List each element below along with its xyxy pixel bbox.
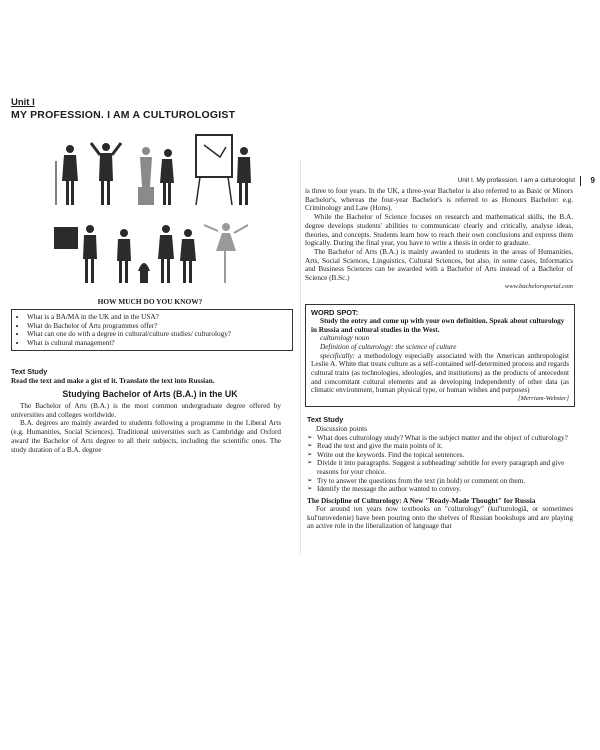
figure-painter: [196, 135, 251, 205]
unit-title: MY PROFESSION. I AM A CULTUROLOGIST: [11, 109, 236, 121]
body-paragraph: The Bachelor of Arts (B.A.) is the most common undergraduate degree offered by universities and colleges worldwide.: [11, 402, 281, 419]
question-item: • What is cultural management?: [27, 339, 287, 348]
question-item: • What is a BA/MA in the UK and in the USA?: [27, 313, 287, 322]
figure-microphone: [56, 145, 78, 205]
discussion-label: Discussion points: [316, 425, 367, 433]
discussion-item: ➢ Divide it into paragraphs. Suggest a subheading/ subtitle for every paragraph and give reasons for your choice.: [307, 459, 573, 476]
question-item: • What can one do with a degree in cultural/culture studies/ culturology?: [27, 330, 287, 339]
figure-sculptor: [160, 149, 174, 205]
word-spot-source: [Merriam-Webster]: [517, 395, 569, 403]
section-heading: Studying Bachelor of Arts (B.A.) in the UK: [62, 389, 238, 399]
figure-statue: [138, 147, 154, 205]
page-number: 9: [590, 176, 595, 185]
page-gutter: [300, 160, 301, 555]
discussion-list: [307, 434, 573, 494]
discipline-heading: The Discipline of Culturology: A New "Ready-Made Thought" for Russia: [307, 495, 536, 505]
text-study-label: Text Study: [307, 415, 344, 424]
questions-box: [11, 309, 293, 351]
question-item: • What do Bachelor of Arts programmes offer?: [27, 322, 287, 331]
discussion-item: ➢ Write out the keywords. Find the topical sentences.: [307, 451, 573, 460]
word-spot-heading: WORD SPOT:: [311, 308, 359, 317]
word-spot-instruction: Study the entry and come up with your own definition. Speak about culturology in Russia and cultural studies in the West.: [311, 317, 565, 334]
figure-gardener: [117, 229, 150, 283]
professions-illustration: [48, 131, 256, 296]
discussion-item: ➢ Try to answer the questions from the text (in bold) or comment on them.: [307, 477, 573, 486]
text-study-instruction: Read the text and make a gist of it. Translate the text into Russian.: [11, 377, 215, 385]
final-paragraph: For around ten years now textbooks on "culturology" (kul'turologiâ, or sometimes kul'turovedenie) have been pouring onto the shelves of Russian bookshops and are playing an active role in the liberalization of language that: [307, 504, 573, 531]
definition-text: a methodology especially associated with the American anthropologist Leslie A. White that treats culture as a self-contained self-determined process and regards cultural traits (as technologies, ideologies, and institutions) as the products of antecedent and concomitant cultural elements and as developing independently of other data (as climatic environment, human physical type, or human wishes and purposes): [311, 351, 569, 395]
body-paragraph: B.A. degrees are mainly awarded to students following a programme in the Liberal Arts (e.g. Humanities, Social Sciences). Traditional universities such as Cambridge and Oxford award the Bachelor of Arts degree to all their subjects, including the scientific ones. The study duration of a B.A. degree: [11, 419, 281, 454]
body-paragraph: While the Bachelor of Science focuses on research and mathematical skills, the B.A. degree develops students' abilities to communicate clearly and critically, analyse ideas, theories, and concepts. Students learn how to reach their own conclusions and express them logically. During the final year, you have to write a thesis in order to graduate.: [305, 213, 573, 248]
word-spot-box: [305, 304, 575, 407]
word-spot-term: culturology noun: [320, 334, 370, 343]
body-paragraph: The Bachelor of Arts (B.A.) is mainly awarded to students in the areas of Humanities, Arts, Social Sciences, Linguistics, Cultural Sciences, but also, in some cases, Informatics and Business Sciences can be awarded with a Bachelor of Arts instead of a Bachelor of Science (B.Sc.): [305, 247, 573, 283]
figure-dancers: [158, 225, 196, 283]
header-divider: [580, 176, 581, 186]
text-study-label: Text Study: [11, 367, 48, 376]
figure-speaker-arms-up: [91, 143, 121, 205]
discussion-item: ➢ What does culturology study? What is the subject matter and the object of culturology?: [307, 434, 573, 443]
body-paragraph: is three to four years. In the UK, a three-year Bachelor is also referred to as Basic or Minors Bachelor's, whereas the four-year Bachelor's is referred to as Honours Bachelor: e.g. Criminology and Law (Hons).: [305, 187, 573, 213]
word-spot-definition-label: Definition of culturology: the science of culture: [320, 342, 457, 351]
figure-ballerina: [204, 223, 248, 283]
right-page: [305, 176, 595, 596]
header-text: Unit I. My profession. I am a culturologist: [457, 177, 575, 184]
how-much-heading: HOW MUCH DO YOU KNOW?: [97, 297, 203, 306]
specifically-label: specifically:: [320, 351, 356, 360]
word-spot-definition: [311, 352, 569, 396]
unit-label: Unit I: [11, 97, 35, 108]
running-header: [305, 176, 595, 186]
discussion-item: ➢ Identify the message the author wanted to convey.: [307, 485, 573, 494]
figure-presenter: [54, 225, 97, 283]
source-citation: www.bachelorsportal.com: [504, 282, 573, 290]
discussion-item: ➢ Read the text and give the main points of it.: [307, 442, 573, 451]
